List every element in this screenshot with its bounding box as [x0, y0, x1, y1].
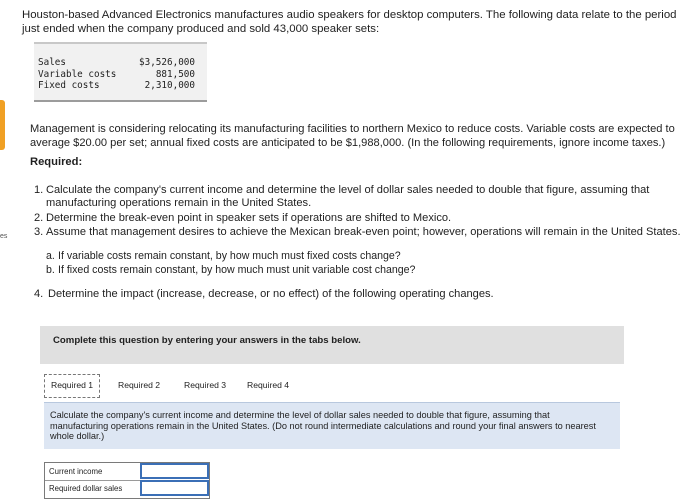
problem-intro: Houston-based Advanced Electronics manufactures audio speakers for desktop computers. The following data relate to the period just ended when the company produced and sold 43,000 speaker sets:	[22, 9, 677, 35]
instruction-panel	[44, 402, 620, 449]
current-income-label: Current income	[49, 467, 103, 476]
required-dollar-sales-label: Required dollar sales	[49, 484, 123, 493]
requirement-number: a.	[46, 250, 55, 262]
required-dollar-sales-input[interactable]	[140, 480, 209, 496]
answer-table	[44, 462, 210, 499]
instructions-text: Complete this question by entering your answers in the tabs below.	[53, 335, 361, 346]
tab-required-1[interactable]: Required 1	[44, 374, 100, 398]
tab-required-3[interactable]: Required 3	[184, 380, 227, 390]
requirement-3	[34, 226, 694, 239]
requirement-2	[34, 212, 674, 225]
requirement-text: If fixed costs remain constant, by how much must unit variable cost change?	[58, 264, 416, 276]
tab-bar	[44, 374, 622, 396]
requirement-4	[34, 288, 674, 301]
requirement-number: b.	[46, 264, 55, 276]
variable-costs-value: 881,500	[155, 68, 195, 80]
requirement-3a	[46, 250, 646, 263]
requirement-text: Determine the impact (increase, decrease, or no effect) of the following operating changes.	[48, 288, 494, 300]
fixed-costs-label: Fixed costs	[38, 80, 100, 91]
requirement-number: 3.	[34, 226, 44, 238]
sales-value: $3,526,000	[139, 57, 195, 68]
requirement-1	[34, 184, 674, 210]
requirement-text: Calculate the company's current income and determine the level of dollar sales needed to double that figure, assuming that manufacturing operations remain in the United States.	[46, 184, 650, 209]
management-paragraph: Management is considering relocating its manufacturing facilities to northern Mexico to reduce costs. Variable costs are expected to average $20.00 per set; annual fixed costs are anticipated to be $1,988,000. (In the following requirements, ignore income taxes.)	[30, 123, 675, 149]
requirement-3b	[46, 264, 646, 277]
tab-required-4[interactable]: Required 4	[247, 380, 290, 390]
variable-costs-label: Variable costs	[38, 68, 117, 80]
accent-bar	[0, 100, 5, 150]
requirement-text: Assume that management desires to achieve the Mexican break-even point; however, operations will remain in the United States.	[46, 226, 681, 238]
requirement-number: 4.	[34, 288, 44, 300]
requirement-text: Determine the break-even point in speaker sets if operations are shifted to Mexico.	[46, 212, 452, 224]
required-heading: Required:	[30, 156, 83, 168]
fixed-costs-value: 2,310,000	[144, 80, 195, 91]
panel-instruction: Calculate the company's current income and determine the level of dollar sales needed to double that figure, assuming that manufacturing operations remain in the United States. (Do not round intermediate calculations and round your final answers to nearest whole dollar.)	[50, 410, 596, 441]
margin-label: es	[0, 233, 8, 240]
instructions-banner	[40, 326, 624, 364]
requirement-number: 1.	[34, 184, 44, 196]
requirement-text: If variable costs remain constant, by how much must fixed costs change?	[58, 250, 401, 262]
data-table	[34, 42, 207, 102]
current-income-input[interactable]	[140, 463, 209, 479]
sales-label: Sales	[38, 57, 66, 68]
tab-required-2[interactable]: Required 2	[118, 380, 161, 390]
requirement-number: 2.	[34, 212, 44, 224]
